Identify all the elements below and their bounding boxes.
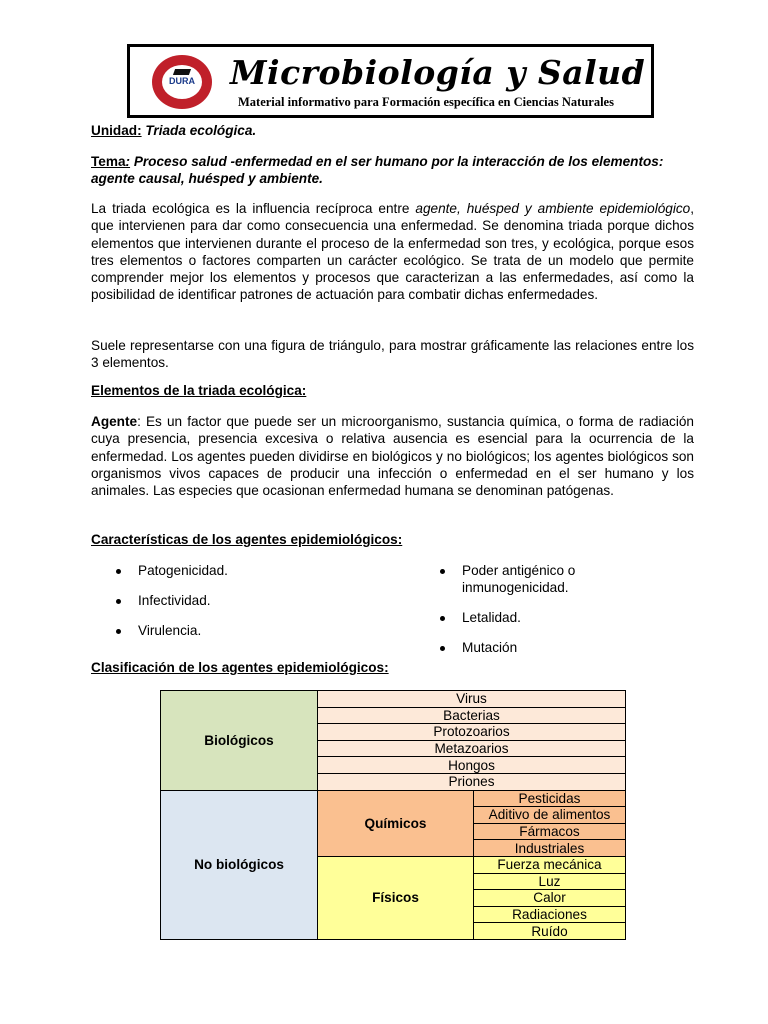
bullet-icon — [116, 629, 121, 634]
table-cell: Fuerza mecánica — [474, 856, 626, 873]
no-biologicos-cell: No biológicos — [161, 790, 318, 939]
tema-colon: : — [125, 154, 131, 169]
table-cell: Fármacos — [474, 823, 626, 840]
tema-text-1: Proceso salud -enfermedad en el ser humano por la interacción de los elementos: — [133, 154, 664, 169]
fisicos-cell: Físicos — [318, 856, 474, 939]
table-cell: Virus — [318, 691, 626, 708]
header-title: Microbiología y Salud — [230, 53, 646, 92]
unidad-label: Unidad: — [91, 123, 142, 138]
table-cell: Pesticidas — [474, 790, 626, 807]
unidad-value: Triada ecológica. — [145, 123, 257, 138]
classification-table — [160, 690, 626, 940]
elements-heading: Elementos de la triada ecológica: — [91, 383, 307, 398]
table-cell: Calor — [474, 890, 626, 907]
logo-text: DURA — [169, 76, 195, 86]
agente-text: : Es un factor que puede ser un microorganismo, sustancia química, o forma de radiación cuya presencia, presencia excesiva o relativa ausencia es esencial para la ocurrencia de la enfermedad. Los agentes pueden dividirse en biológicos y no biológicos; los agentes biológicos son organismos vivos capaces de producir una infección o enfermedad en el ser humano y los animales. Las especies que ocasionan enfermedad humana se denominan patógenas. — [91, 414, 694, 499]
bullet-icon — [440, 646, 445, 651]
logo — [152, 55, 212, 109]
list-item: Virulencia. — [138, 623, 202, 638]
list-item: Poder antigénico o — [462, 563, 576, 578]
tema-label: Tema — [91, 154, 126, 169]
bullet-icon — [116, 599, 121, 604]
list-item: Infectividad. — [138, 593, 211, 608]
clasificacion-heading: Clasificación de los agentes epidemiológicos: — [91, 660, 389, 675]
tema-text-2: agente causal, huésped y ambiente. — [91, 171, 323, 186]
header-subtitle: Material informativo para Formación específica en Ciencias Naturales — [238, 95, 614, 109]
intro-paragraph — [91, 200, 694, 304]
bullet-icon — [440, 569, 445, 574]
bullet-icon — [440, 616, 445, 621]
intro-after: , que intervienen para dar como consecuencia una enfermedad. Se denomina triada porque dichos elementos que intervienen durante el proceso de la enfermedad son tres, y ecológica, porque esos tres elementos o factores comparten un carácter ecológico. Se trata de un modelo que permite comprender mejor los elementos y procesos que caracterizan a las enfermedades, así como la posibilidad de identificar patrones de actuación para combatir dichas enfermedades. — [91, 201, 694, 303]
header-banner — [127, 44, 654, 118]
intro-before: La triada ecológica es la influencia recíproca entre — [91, 201, 416, 216]
agente-label: Agente — [91, 414, 138, 429]
tema-line-1 — [91, 153, 663, 171]
table-cell: Bacterias — [318, 707, 626, 724]
table-cell: Protozoarios — [318, 724, 626, 741]
list-item-continuation: inmunogenicidad. — [462, 580, 569, 595]
table-cell: Luz — [474, 873, 626, 890]
intro-italic: agente, huésped y ambiente epidemiológico — [415, 201, 691, 216]
list-item: Mutación — [462, 640, 518, 655]
table-cell: Ruído — [474, 923, 626, 940]
quimicos-cell: Químicos — [318, 790, 474, 856]
table-cell: Industriales — [474, 840, 626, 857]
biologicos-cell: Biológicos — [161, 691, 318, 791]
agente-paragraph — [91, 413, 694, 499]
table-cell: Radiaciones — [474, 906, 626, 923]
table-cell: Metazoarios — [318, 740, 626, 757]
unidad-line — [91, 122, 256, 140]
table-cell: Aditivo de alimentos — [474, 807, 626, 824]
triangle-paragraph: Suele representarse con una figura de triángulo, para mostrar gráficamente las relaciones entre los 3 elementos. — [91, 338, 694, 371]
list-item: Patogenicidad. — [138, 563, 228, 578]
table-cell: Hongos — [318, 757, 626, 774]
bullet-icon — [116, 569, 121, 574]
caracteristicas-heading: Características de los agentes epidemiológicos: — [91, 532, 403, 547]
graduation-cap-icon — [173, 69, 191, 75]
table-cell: Priones — [318, 773, 626, 790]
list-item: Letalidad. — [462, 610, 521, 625]
